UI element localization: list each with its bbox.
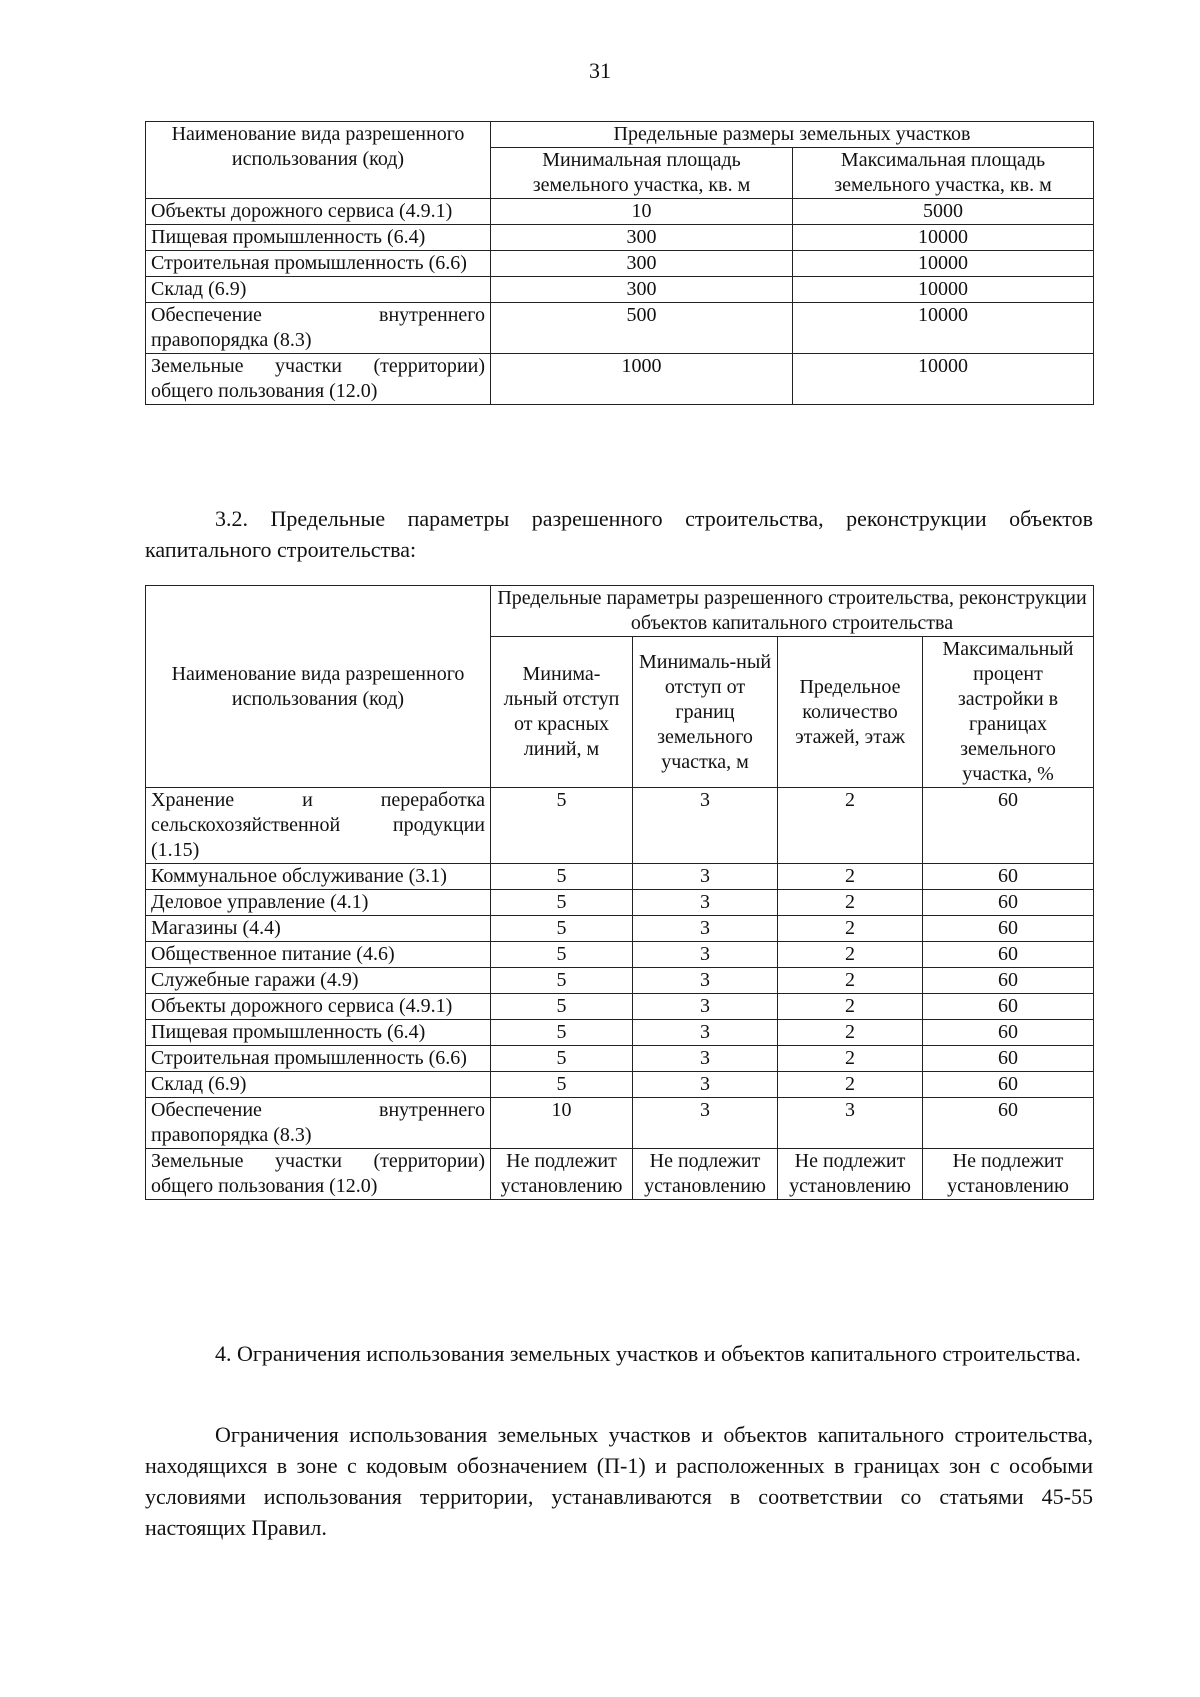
floor-limit-cell: 2 xyxy=(778,890,923,916)
red-line-setback-cell: 10 xyxy=(491,1098,633,1149)
use-type-cell: Обеспечение внутреннего правопорядка (8.3) xyxy=(146,303,491,354)
table-row xyxy=(146,354,1094,405)
max-area-cell: 10000 xyxy=(793,225,1094,251)
border-setback-cell: 3 xyxy=(633,1046,778,1072)
max-area-cell: 5000 xyxy=(793,199,1094,225)
table-row xyxy=(146,994,1094,1020)
red-line-setback-cell: 5 xyxy=(491,890,633,916)
table-row xyxy=(146,1072,1094,1098)
use-type-cell: Земельные участки (территории) общего пользования (12.0) xyxy=(146,1149,491,1200)
floor-limit-cell: 2 xyxy=(778,1020,923,1046)
min-area-cell: 300 xyxy=(491,277,793,303)
table-row xyxy=(146,968,1094,994)
column-group-header-size-limits: Предельные размеры земельных участков xyxy=(491,122,1094,148)
min-area-cell: 10 xyxy=(491,199,793,225)
border-setback-cell: 3 xyxy=(633,864,778,890)
column-header-min-area: Минимальная площадь земельного участка, кв. м xyxy=(491,148,793,199)
red-line-setback-cell: 5 xyxy=(491,864,633,890)
border-setback-cell: Не подлежит установлению xyxy=(633,1149,778,1200)
table-row xyxy=(146,788,1094,864)
table-body xyxy=(146,199,1094,405)
floor-limit-cell: 2 xyxy=(778,942,923,968)
use-type-cell: Объекты дорожного сервиса (4.9.1) xyxy=(146,994,491,1020)
coverage-percent-cell: 60 xyxy=(923,1072,1094,1098)
border-setback-cell: 3 xyxy=(633,942,778,968)
table-row xyxy=(146,1149,1094,1200)
border-setback-cell: 3 xyxy=(633,1020,778,1046)
table-body xyxy=(146,788,1094,1200)
floor-limit-cell: 2 xyxy=(778,968,923,994)
floor-limit-cell: 2 xyxy=(778,788,923,864)
use-type-cell: Коммунальное обслуживание (3.1) xyxy=(146,864,491,890)
column-header-use-type: Наименование вида разрешенного использования (код) xyxy=(146,122,491,199)
floor-limit-cell: Не подлежит установлению xyxy=(778,1149,923,1200)
coverage-percent-cell: Не подлежит установлению xyxy=(923,1149,1094,1200)
min-area-cell: 300 xyxy=(491,251,793,277)
coverage-percent-cell: 60 xyxy=(923,1098,1094,1149)
floor-limit-cell: 2 xyxy=(778,1072,923,1098)
construction-parameters-table xyxy=(145,585,1094,1200)
column-header-use-type: Наименование вида разрешенного использования (код) xyxy=(146,586,491,788)
table-row xyxy=(146,1020,1094,1046)
coverage-percent-cell: 60 xyxy=(923,890,1094,916)
column-header-coverage-percent: Максимальный процент застройки в границах земельного участка, % xyxy=(923,637,1094,788)
min-area-cell: 1000 xyxy=(491,354,793,405)
border-setback-cell: 3 xyxy=(633,788,778,864)
column-header-floor-limit: Предельное количество этажей, этаж xyxy=(778,637,923,788)
use-type-cell: Обеспечение внутреннего правопорядка (8.3) xyxy=(146,1098,491,1149)
table-row xyxy=(146,251,1094,277)
coverage-percent-cell: 60 xyxy=(923,864,1094,890)
table-row xyxy=(146,303,1094,354)
red-line-setback-cell: 5 xyxy=(491,994,633,1020)
floor-limit-cell: 2 xyxy=(778,1046,923,1072)
column-group-header-construction-limits: Предельные параметры разрешенного строительства, реконструкции объектов капитального строительства xyxy=(491,586,1094,637)
coverage-percent-cell: 60 xyxy=(923,968,1094,994)
max-area-cell: 10000 xyxy=(793,251,1094,277)
floor-limit-cell: 2 xyxy=(778,994,923,1020)
border-setback-cell: 3 xyxy=(633,916,778,942)
max-area-cell: 10000 xyxy=(793,303,1094,354)
table-row xyxy=(146,890,1094,916)
coverage-percent-cell: 60 xyxy=(923,1020,1094,1046)
table-row xyxy=(146,942,1094,968)
red-line-setback-cell: Не подлежит установлению xyxy=(491,1149,633,1200)
use-type-cell: Строительная промышленность (6.6) xyxy=(146,1046,491,1072)
border-setback-cell: 3 xyxy=(633,890,778,916)
red-line-setback-cell: 5 xyxy=(491,1046,633,1072)
column-header-max-area: Максимальная площадь земельного участка, кв. м xyxy=(793,148,1094,199)
max-area-cell: 10000 xyxy=(793,277,1094,303)
max-area-cell: 10000 xyxy=(793,354,1094,405)
min-area-cell: 500 xyxy=(491,303,793,354)
table-row xyxy=(146,225,1094,251)
use-type-cell: Пищевая промышленность (6.4) xyxy=(146,1020,491,1046)
use-type-cell: Служебные гаражи (4.9) xyxy=(146,968,491,994)
table-row xyxy=(146,277,1094,303)
land-plot-size-table xyxy=(145,121,1094,405)
table-row xyxy=(146,1046,1094,1072)
floor-limit-cell: 3 xyxy=(778,1098,923,1149)
column-header-border-setback: Минималь-ный отступ от границ земельного участка, м xyxy=(633,637,778,788)
column-header-red-line-setback: Минима-льный отступ от красных линий, м xyxy=(491,637,633,788)
red-line-setback-cell: 5 xyxy=(491,1072,633,1098)
border-setback-cell: 3 xyxy=(633,1098,778,1149)
coverage-percent-cell: 60 xyxy=(923,994,1094,1020)
section-heading-4: 4. Ограничения использования земельных участков и объектов капитального строительства. xyxy=(215,1341,1081,1366)
use-type-cell: Магазины (4.4) xyxy=(146,916,491,942)
floor-limit-cell: 2 xyxy=(778,916,923,942)
use-type-cell: Объекты дорожного сервиса (4.9.1) xyxy=(146,199,491,225)
coverage-percent-cell: 60 xyxy=(923,1046,1094,1072)
min-area-cell: 300 xyxy=(491,225,793,251)
use-type-cell: Деловое управление (4.1) xyxy=(146,890,491,916)
use-type-cell: Склад (6.9) xyxy=(146,277,491,303)
table-row xyxy=(146,199,1094,225)
coverage-percent-cell: 60 xyxy=(923,788,1094,864)
use-type-cell: Склад (6.9) xyxy=(146,1072,491,1098)
page-number: 31 xyxy=(589,58,611,83)
red-line-setback-cell: 5 xyxy=(491,916,633,942)
use-type-cell: Общественное питание (4.6) xyxy=(146,942,491,968)
border-setback-cell: 3 xyxy=(633,994,778,1020)
red-line-setback-cell: 5 xyxy=(491,942,633,968)
coverage-percent-cell: 60 xyxy=(923,916,1094,942)
border-setback-cell: 3 xyxy=(633,1072,778,1098)
table-row xyxy=(146,864,1094,890)
table-row xyxy=(146,916,1094,942)
border-setback-cell: 3 xyxy=(633,968,778,994)
section-heading-3-2: 3.2. Предельные параметры разрешенного строительства, реконструкции объектов капитального строительства: xyxy=(145,506,1093,562)
use-type-cell: Пищевая промышленность (6.4) xyxy=(146,225,491,251)
use-type-cell: Строительная промышленность (6.6) xyxy=(146,251,491,277)
use-type-cell: Земельные участки (территории) общего пользования (12.0) xyxy=(146,354,491,405)
red-line-setback-cell: 5 xyxy=(491,968,633,994)
floor-limit-cell: 2 xyxy=(778,864,923,890)
table-row xyxy=(146,1098,1094,1149)
use-type-cell: Хранение и переработка сельскохозяйственной продукции (1.15) xyxy=(146,788,491,864)
red-line-setback-cell: 5 xyxy=(491,1020,633,1046)
red-line-setback-cell: 5 xyxy=(491,788,633,864)
section-4-paragraph: Ограничения использования земельных участков и объектов капитального строительства, находящихся в зоне с кодовым обозначением (П-1) и расположенных в границах зон с особыми условиями использования территории, устанавливаются в соответствии со статьями 45-55 настоящих Правил. xyxy=(145,1422,1093,1540)
coverage-percent-cell: 60 xyxy=(923,942,1094,968)
